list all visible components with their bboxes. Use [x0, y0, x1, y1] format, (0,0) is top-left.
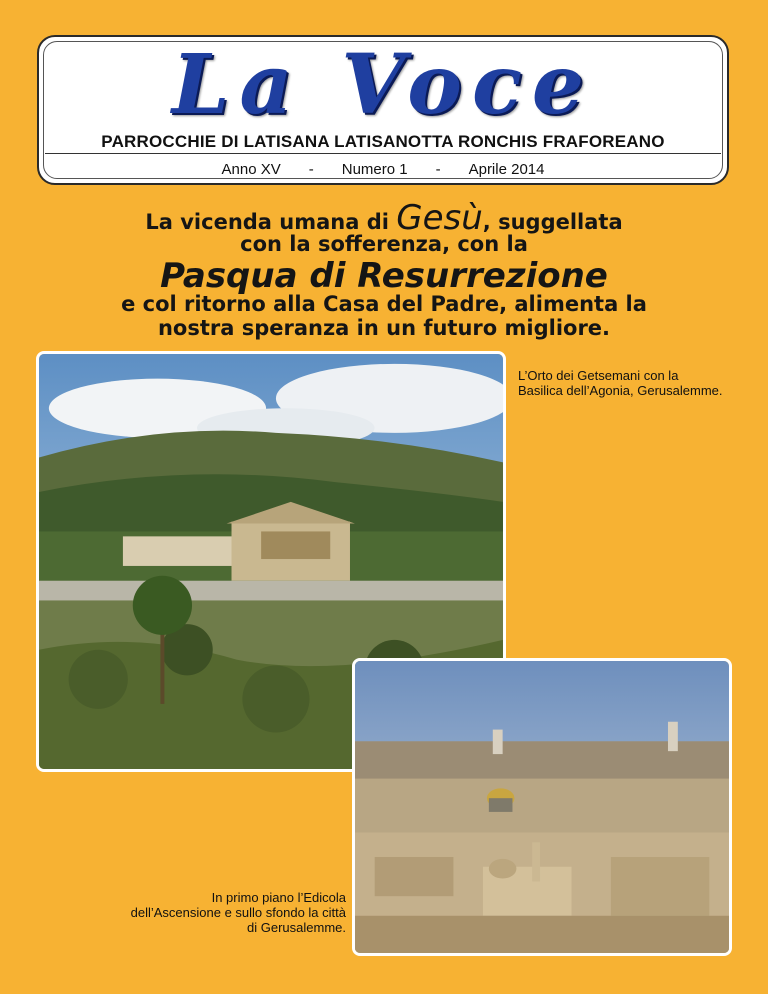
issue-info — [39, 161, 727, 178]
headline-line-5: nostra speranza in un futuro migliore. — [157, 316, 611, 340]
headline-line-4: e col ritorno alla Casa del Padre, alimenta la — [121, 292, 647, 316]
issue-separator: - — [308, 161, 314, 178]
parishes-subtitle: PARROCCHIE DI LATISANA LATISANOTTA RONCHIS FRAFOREANO — [101, 132, 665, 151]
headline-line-2: con la sofferenza, con la — [240, 232, 528, 256]
jerusalem-image — [355, 661, 729, 953]
masthead — [37, 35, 729, 185]
headline-text: La vicenda umana di — [145, 210, 389, 234]
gethsemane-caption: L’Orto dei Getsemani con la Basilica dell’Agonia, Gerusalemme. — [518, 368, 723, 398]
issue-year: Anno XV — [221, 161, 281, 178]
masthead-divider — [45, 153, 721, 154]
jerusalem-caption: In primo piano l’Edicola dell’Ascensione e sullo sfondo la città di Gerusalemme. — [130, 890, 346, 935]
jerusalem-photo — [352, 658, 732, 956]
newspaper-logo: La Voce — [171, 37, 595, 133]
headline-text: , suggellata — [482, 210, 623, 234]
headline-name: Gesù — [396, 198, 483, 238]
headline-easter: Pasqua di Resurrezione — [160, 256, 608, 296]
issue-number: Numero 1 — [341, 161, 408, 178]
issue-date: Aprile 2014 — [468, 161, 545, 178]
issue-separator: - — [435, 161, 441, 178]
